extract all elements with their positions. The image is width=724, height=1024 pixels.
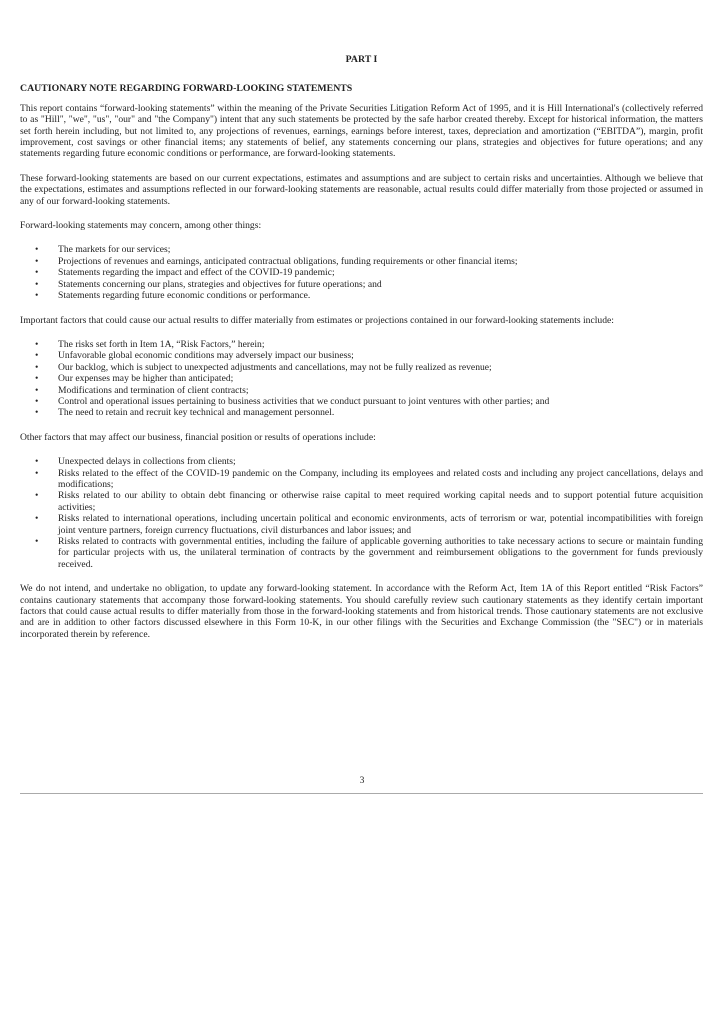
factors-intro: Important factors that could cause our actual results to differ materially from estimates or projections contained in our forward-looking statements include:	[20, 314, 614, 326]
list-item-text: Our expenses may be higher than anticipated;	[58, 373, 234, 385]
bullet-icon: •	[35, 278, 39, 290]
concern-intro: Forward-looking statements may concern, among other things:	[20, 220, 262, 232]
list-item	[20, 256, 703, 267]
other-intro: Other factors that may affect our business, financial position or results of operations include:	[20, 431, 376, 443]
bullet-icon: •	[35, 467, 39, 479]
intro-paragraph: This report contains “forward-looking statements” within the meaning of the Private Securities Litigation Reform Act of 1995, and it is Hill International's (collectively referred to as "Hill", "we", "us", "our" and "the Company") intent that any such statements be protected by the safe harbor created thereby. Except for historical information, the matters set forth herein including, but not limited to, any projections of revenues, earnings, earnings before interest, taxes, depreciation and amortization (“EBITDA”), margin, profit improvement, cost savings or other financial items; any statements of belief, any statements concerning our plans, strategies and objectives for future operations; and any statements regarding future economic conditions or performance, are forward-looking statements.	[20, 102, 703, 160]
basis-paragraph: These forward-looking statements are based on our current expectations, estimates and assumptions and are subject to certain risks and uncertainties. Although we believe that the expectations, estimates and assumptions reflected in our forward-looking statements are reasonable, actual results could differ materially from those projected or assumed in any of our forward-looking statements.	[20, 172, 703, 207]
bullet-icon: •	[35, 407, 39, 419]
bullet-icon: •	[35, 290, 39, 302]
list-item	[20, 373, 703, 384]
list-item-text: Unfavorable global economic conditions may adversely impact our business;	[58, 350, 354, 362]
list-item	[20, 456, 703, 467]
part-title: PART I	[345, 54, 378, 65]
list-item-text: Statements regarding the impact and effect of the COVID-19 pandemic;	[58, 267, 335, 279]
list-item	[20, 339, 703, 350]
list-item	[20, 385, 703, 396]
list-item-text: Our backlog, which is subject to unexpected adjustments and cancellations, may not be fully realized as revenue;	[58, 361, 492, 373]
page-number: 3	[359, 775, 365, 786]
list-item-text: Projections of revenues and earnings, anticipated contractual obligations, funding requirements or other financial items;	[58, 255, 518, 267]
bullet-icon: •	[35, 267, 39, 279]
bullet-icon: •	[35, 361, 39, 373]
list-item-text: The markets for our services;	[58, 244, 171, 256]
bullet-icon: •	[35, 373, 39, 385]
list-item	[20, 396, 703, 407]
list-item	[20, 290, 703, 301]
page-divider	[20, 793, 703, 794]
other-factors-list	[20, 456, 703, 570]
list-item	[20, 362, 703, 373]
bullet-icon: •	[35, 456, 39, 468]
bullet-icon: •	[35, 395, 39, 407]
list-item	[20, 468, 703, 491]
list-item	[20, 350, 703, 361]
document-page	[20, 54, 703, 653]
bullet-icon: •	[35, 513, 39, 525]
factors-list	[20, 339, 703, 419]
bullet-icon: •	[35, 244, 39, 256]
list-item-text: Risks related to contracts with governmental entities, including the failure of applicable governing authorities to take necessary actions to secure or maintain funding for particular projects with us, the unilateral termination of contracts by the government and reimbursement obligations to the government for funds previously received.	[58, 536, 703, 570]
list-item-text: Risks related to our ability to obtain debt financing or otherwise raise capital to meet required working capital needs and to support potential future acquisition activities;	[58, 490, 703, 513]
bullet-icon: •	[35, 490, 39, 502]
bullet-icon: •	[35, 536, 39, 547]
list-item-text: Risks related to the effect of the COVID-19 pandemic on the Company, including its employees and related costs and including any project cancellations, delays and modifications;	[58, 467, 703, 490]
bullet-icon: •	[35, 255, 39, 267]
list-item-text: The risks set forth in Item 1A, “Risk Factors,” herein;	[58, 338, 265, 350]
list-item	[20, 244, 703, 255]
concern-list	[20, 244, 703, 301]
section-heading: CAUTIONARY NOTE REGARDING FORWARD-LOOKING STATEMENTS	[20, 83, 353, 95]
list-item	[20, 490, 703, 513]
list-item	[20, 279, 703, 290]
closing-paragraph: We do not intend, and undertake no obligation, to update any forward-looking statement. In accordance with the Reform Act, Item 1A of this Report entitled “Risk Factors” contains cautionary statements that accompany those forward-looking statements. You should carefully review such cautionary statements as they identify certain important factors that could cause actual results to differ materially from those in the forward-looking statements and from historical trends. Those cautionary statements are not exclusive and are in addition to other factors discussed elsewhere in this Form 10-K, in our other filings with the Securities and Exchange Commission (the "SEC") or in materials incorporated therein by reference.	[20, 583, 703, 640]
list-item-text: Unexpected delays in collections from clients;	[58, 456, 236, 468]
bullet-icon: •	[35, 350, 39, 362]
list-item	[20, 267, 703, 278]
list-item-text: The need to retain and recruit key technical and management personnel.	[58, 407, 335, 419]
list-item-text: Statements regarding future economic conditions or performance.	[58, 290, 311, 302]
list-item-text: Risks related to international operations, including uncertain political and economic environments, acts of terrorism or war, potential incompatibilities with foreign joint venture partners, foreign currency fluctuations, civil disturbances and labor issues; and	[58, 513, 703, 536]
list-item-text: Statements concerning our plans, strategies and objectives for future operations; and	[58, 278, 382, 290]
list-item-text: Control and operational issues pertaining to business activities that we conduct pursuant to joint ventures with other parties; and	[58, 395, 550, 407]
list-item	[20, 513, 703, 536]
list-item	[20, 536, 703, 570]
bullet-icon: •	[35, 384, 39, 396]
list-item-text: Modifications and termination of client contracts;	[58, 384, 249, 396]
bullet-icon: •	[35, 338, 39, 350]
list-item	[20, 407, 703, 418]
